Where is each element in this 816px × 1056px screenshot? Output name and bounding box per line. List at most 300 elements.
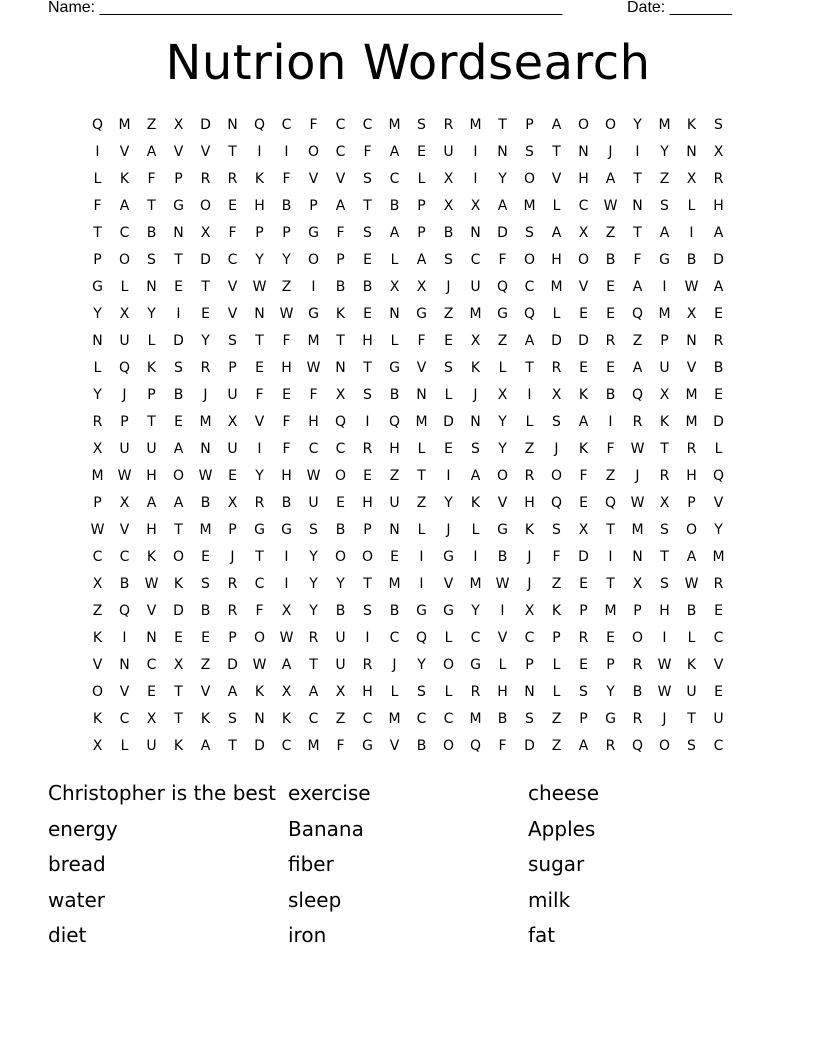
grid-letter: M	[388, 710, 401, 727]
grid-letter: K	[335, 305, 346, 322]
grid-letter: R	[605, 332, 616, 349]
grid-letter: F	[309, 116, 318, 133]
grid-letter: E	[363, 305, 372, 322]
grid-letter: P	[552, 629, 561, 646]
grid-letter: D	[173, 602, 184, 619]
grid-letter: A	[281, 656, 292, 673]
grid-letter: D	[578, 332, 589, 349]
grid-letter: S	[525, 710, 534, 727]
grid-letter: B	[146, 224, 157, 241]
grid-letter: L	[714, 440, 723, 457]
grid-letter: L	[120, 278, 129, 295]
grid-letter: H	[254, 197, 265, 214]
grid-letter: N	[254, 710, 265, 727]
grid-letter: Q	[496, 278, 509, 295]
grid-letter: F	[93, 197, 102, 214]
grid-letter: A	[686, 548, 697, 565]
grid-letter: I	[662, 278, 667, 295]
grid-letter: S	[579, 683, 588, 700]
grid-letter: B	[335, 521, 346, 538]
word-list-item: milk	[528, 887, 571, 912]
grid-letter: L	[390, 332, 399, 349]
grid-letter: X	[578, 224, 589, 241]
grid-letter: R	[227, 575, 238, 592]
grid-letter: N	[146, 278, 157, 295]
grid-letter: B	[632, 683, 643, 700]
grid-letter: P	[579, 602, 588, 619]
word-list-item: energy	[48, 816, 118, 841]
grid-letter: O	[334, 548, 347, 565]
grid-letter: R	[227, 602, 238, 619]
grid-letter: T	[606, 521, 615, 538]
grid-letter: E	[255, 359, 264, 376]
grid-letter: A	[227, 683, 238, 700]
grid-letter: V	[119, 143, 130, 160]
grid-letter: J	[527, 548, 532, 565]
grid-letter: F	[363, 143, 372, 160]
grid-letter: F	[579, 467, 588, 484]
grid-letter: D	[173, 332, 184, 349]
grid-letter: Q	[91, 116, 104, 133]
grid-letter: Z	[497, 332, 508, 349]
grid-letter: M	[199, 521, 212, 538]
grid-letter: Y	[471, 602, 480, 619]
grid-letter: T	[417, 467, 426, 484]
grid-letter: X	[389, 278, 400, 295]
word-list-item: sleep	[288, 887, 342, 912]
grid-letter: A	[632, 278, 643, 295]
grid-letter: M	[685, 413, 698, 430]
grid-letter: G	[308, 224, 319, 241]
grid-letter: Z	[551, 710, 562, 727]
grid-letter: T	[147, 197, 156, 214]
grid-letter: X	[659, 494, 670, 511]
grid-letter: Z	[632, 332, 643, 349]
grid-letter: T	[93, 224, 102, 241]
grid-letter: O	[199, 197, 212, 214]
grid-letter: T	[174, 251, 183, 268]
grid-letter: C	[713, 737, 724, 754]
grid-letter: S	[309, 521, 318, 538]
grid-letter: D	[227, 656, 238, 673]
grid-letter: L	[552, 197, 561, 214]
grid-letter: A	[200, 737, 211, 754]
grid-letter: E	[336, 494, 345, 511]
grid-letter: N	[470, 224, 481, 241]
grid-letter: A	[659, 224, 670, 241]
grid-letter: C	[524, 278, 535, 295]
grid-letter: F	[633, 251, 642, 268]
grid-letter: A	[146, 494, 157, 511]
grid-letter: I	[95, 143, 100, 160]
grid-letter: D	[497, 224, 508, 241]
grid-letter: C	[119, 224, 130, 241]
grid-letter: W	[144, 575, 159, 592]
grid-letter: Q	[118, 359, 131, 376]
grid-letter: B	[416, 737, 427, 754]
grid-letter: X	[470, 332, 481, 349]
grid-letter: G	[497, 305, 508, 322]
grid-letter: X	[335, 386, 346, 403]
grid-letter: B	[281, 494, 292, 511]
grid-letter: R	[92, 413, 103, 430]
grid-letter: J	[608, 143, 613, 160]
grid-letter: X	[470, 197, 481, 214]
grid-letter: K	[470, 359, 481, 376]
grid-letter: F	[255, 386, 264, 403]
grid-letter: C	[443, 710, 454, 727]
grid-letter: K	[92, 710, 103, 727]
grid-letter: I	[284, 143, 289, 160]
grid-letter: K	[92, 629, 103, 646]
word-list-item: Banana	[288, 816, 364, 841]
grid-letter: A	[119, 197, 130, 214]
grid-letter: T	[363, 197, 372, 214]
grid-letter: X	[659, 386, 670, 403]
grid-letter: P	[93, 251, 102, 268]
grid-letter: E	[714, 683, 723, 700]
grid-letter: X	[173, 656, 184, 673]
grid-letter: J	[446, 521, 451, 538]
grid-letter: O	[91, 683, 104, 700]
grid-letter: W	[657, 656, 672, 673]
grid-letter: A	[146, 143, 157, 160]
grid-letter: M	[631, 521, 644, 538]
grid-letter: X	[281, 602, 292, 619]
grid-letter: Z	[146, 116, 157, 133]
grid-letter: Y	[336, 575, 345, 592]
grid-letter: Z	[551, 737, 562, 754]
grid-letter: P	[93, 494, 102, 511]
grid-letter: Y	[93, 386, 102, 403]
grid-letter: I	[608, 548, 613, 565]
grid-letter: R	[470, 683, 481, 700]
grid-letter: E	[579, 305, 588, 322]
grid-letter: L	[417, 440, 426, 457]
grid-letter: V	[92, 656, 103, 673]
grid-letter: W	[306, 359, 321, 376]
grid-letter: P	[282, 224, 291, 241]
grid-letter: B	[605, 251, 616, 268]
grid-letter: L	[498, 359, 507, 376]
grid-letter: M	[91, 467, 104, 484]
grid-letter: N	[632, 197, 643, 214]
grid-letter: M	[307, 332, 320, 349]
grid-letter: C	[524, 629, 535, 646]
grid-letter: K	[470, 494, 481, 511]
grid-letter: X	[443, 170, 454, 187]
grid-letter: I	[446, 467, 451, 484]
grid-letter: V	[497, 494, 508, 511]
grid-letter: X	[146, 710, 157, 727]
grid-letter: H	[281, 467, 292, 484]
grid-letter: V	[497, 629, 508, 646]
grid-letter: D	[578, 548, 589, 565]
grid-letter: Q	[118, 602, 131, 619]
grid-letter: P	[579, 710, 588, 727]
grid-letter: C	[335, 143, 346, 160]
grid-letter: U	[659, 359, 670, 376]
grid-letter: W	[279, 305, 294, 322]
grid-letter: C	[470, 251, 481, 268]
grid-letter: W	[495, 575, 510, 592]
grid-letter: R	[713, 575, 724, 592]
grid-letter: N	[578, 143, 589, 160]
grid-letter: C	[362, 116, 373, 133]
grid-letter: N	[416, 386, 427, 403]
grid-letter: S	[660, 575, 669, 592]
grid-letter: G	[443, 548, 454, 565]
grid-letter: N	[632, 548, 643, 565]
grid-letter: E	[174, 278, 183, 295]
grid-letter: E	[444, 440, 453, 457]
grid-letter: V	[200, 143, 211, 160]
grid-letter: R	[632, 413, 643, 430]
grid-letter: K	[254, 683, 265, 700]
grid-letter: U	[227, 386, 238, 403]
grid-letter: A	[308, 683, 319, 700]
grid-letter: H	[551, 251, 562, 268]
grid-letter: L	[444, 683, 453, 700]
grid-letter: X	[200, 224, 211, 241]
grid-letter: F	[606, 440, 615, 457]
grid-letter: X	[227, 494, 238, 511]
grid-letter: C	[416, 710, 427, 727]
grid-letter: W	[306, 467, 321, 484]
grid-letter: I	[419, 548, 424, 565]
grid-letter: W	[684, 278, 699, 295]
grid-letter: E	[201, 548, 210, 565]
grid-letter: V	[173, 143, 184, 160]
grid-letter: P	[147, 386, 156, 403]
grid-letter: P	[525, 656, 534, 673]
grid-letter: I	[473, 170, 478, 187]
grid-letter: E	[714, 602, 723, 619]
grid-letter: E	[174, 413, 183, 430]
grid-letter: M	[523, 197, 536, 214]
grid-letter: Y	[93, 305, 102, 322]
word-list-item: Christopher is the best	[48, 781, 276, 805]
grid-letter: J	[203, 386, 208, 403]
grid-letter: O	[523, 251, 536, 268]
grid-letter: N	[686, 143, 697, 160]
grid-letter: S	[444, 359, 453, 376]
grid-letter: F	[255, 602, 264, 619]
grid-letter: N	[146, 629, 157, 646]
grid-letter: F	[228, 224, 237, 241]
grid-letter: N	[119, 656, 130, 673]
grid-letter: T	[687, 710, 696, 727]
grid-letter: V	[578, 278, 589, 295]
grid-letter: I	[662, 629, 667, 646]
grid-letter: D	[200, 116, 211, 133]
grid-letter: O	[172, 467, 185, 484]
grid-letter: C	[713, 629, 724, 646]
grid-letter: E	[579, 575, 588, 592]
grid-letter: Y	[147, 305, 156, 322]
grid-letter: V	[713, 656, 724, 673]
grid-letter: G	[443, 602, 454, 619]
grid-letter: I	[122, 629, 127, 646]
grid-letter: A	[713, 224, 724, 241]
grid-letter: G	[416, 305, 427, 322]
grid-letter: O	[577, 116, 590, 133]
grid-letter: Q	[631, 737, 644, 754]
grid-letter: I	[176, 305, 181, 322]
grid-letter: T	[633, 224, 642, 241]
grid-letter: D	[551, 332, 562, 349]
grid-letter: R	[686, 440, 697, 457]
grid-letter: A	[173, 494, 184, 511]
grid-letter: X	[713, 143, 724, 160]
grid-letter: I	[608, 413, 613, 430]
grid-letter: I	[419, 575, 424, 592]
grid-letter: B	[497, 710, 508, 727]
grid-letter: W	[603, 197, 618, 214]
grid-letter: Y	[633, 116, 642, 133]
grid-letter: U	[335, 656, 346, 673]
grid-letter: P	[606, 656, 615, 673]
grid-letter: K	[578, 440, 589, 457]
grid-letter: Y	[606, 683, 615, 700]
grid-letter: O	[307, 251, 320, 268]
grid-letter: I	[257, 440, 262, 457]
grid-letter: O	[550, 467, 563, 484]
grid-letter: N	[254, 305, 265, 322]
grid-letter: G	[362, 737, 373, 754]
grid-letter: H	[659, 602, 670, 619]
grid-letter: U	[119, 332, 130, 349]
grid-letter: P	[120, 413, 129, 430]
grid-letter: I	[311, 278, 316, 295]
grid-letter: Y	[309, 548, 318, 565]
grid-letter: K	[254, 170, 265, 187]
grid-letter: I	[635, 143, 640, 160]
grid-letter: K	[146, 548, 157, 565]
grid-letter: O	[442, 656, 455, 673]
grid-letter: O	[118, 251, 131, 268]
grid-letter: Q	[550, 494, 563, 511]
grid-letter: X	[416, 278, 427, 295]
grid-letter: J	[446, 278, 451, 295]
grid-letter: X	[686, 170, 697, 187]
grid-letter: F	[309, 386, 318, 403]
grid-letter: E	[606, 278, 615, 295]
grid-letter: J	[122, 386, 127, 403]
grid-letter: E	[606, 305, 615, 322]
grid-letter: K	[119, 170, 130, 187]
grid-letter: Z	[443, 305, 454, 322]
grid-letter: D	[713, 413, 724, 430]
grid-letter: L	[417, 170, 426, 187]
grid-letter: Z	[551, 575, 562, 592]
grid-letter: B	[686, 251, 697, 268]
grid-letter: R	[551, 359, 562, 376]
grid-letter: B	[335, 602, 346, 619]
grid-letter: A	[389, 143, 400, 160]
grid-letter: W	[252, 278, 267, 295]
grid-letter: Z	[335, 710, 346, 727]
grid-letter: K	[686, 116, 697, 133]
grid-letter: R	[524, 467, 535, 484]
grid-letter: D	[524, 737, 535, 754]
grid-letter: E	[606, 629, 615, 646]
grid-letter: W	[684, 575, 699, 592]
grid-letter: T	[147, 413, 156, 430]
grid-letter: F	[282, 170, 291, 187]
grid-letter: O	[172, 548, 185, 565]
grid-letter: A	[497, 197, 508, 214]
name-field-label: Name: ____________________________________________________	[48, 0, 563, 16]
grid-letter: F	[336, 737, 345, 754]
grid-letter: B	[281, 197, 292, 214]
grid-letter: A	[416, 251, 427, 268]
grid-letter: S	[417, 683, 426, 700]
grid-letter: V	[227, 278, 238, 295]
grid-letter: C	[362, 710, 373, 727]
word-list-item: fiber	[288, 852, 334, 876]
grid-letter: K	[281, 710, 292, 727]
grid-letter: F	[498, 737, 507, 754]
grid-letter: V	[551, 170, 562, 187]
grid-letter: C	[281, 116, 292, 133]
grid-letter: G	[497, 521, 508, 538]
grid-letter: S	[201, 575, 210, 592]
grid-letter: I	[365, 629, 370, 646]
grid-letter: E	[714, 386, 723, 403]
grid-letter: X	[119, 494, 130, 511]
grid-letter: J	[473, 386, 478, 403]
grid-letter: S	[363, 386, 372, 403]
grid-letter: X	[551, 386, 562, 403]
grid-letter: Y	[498, 440, 507, 457]
grid-letter: M	[307, 737, 320, 754]
grid-letter: E	[579, 359, 588, 376]
grid-letter: E	[363, 467, 372, 484]
grid-letter: W	[252, 656, 267, 673]
grid-letter: B	[119, 575, 130, 592]
grid-letter: S	[147, 251, 156, 268]
grid-letter: T	[255, 548, 264, 565]
grid-letter: G	[308, 305, 319, 322]
grid-letter: Z	[200, 656, 211, 673]
grid-letter: Y	[498, 413, 507, 430]
word-list	[48, 776, 768, 954]
grid-letter: Q	[523, 305, 536, 322]
grid-letter: R	[632, 710, 643, 727]
grid-letter: R	[200, 170, 211, 187]
grid-letter: U	[227, 440, 238, 457]
grid-letter: M	[658, 116, 671, 133]
grid-letter: Z	[605, 224, 616, 241]
grid-letter: A	[551, 224, 562, 241]
grid-letter: R	[362, 440, 373, 457]
grid-letter: C	[92, 548, 103, 565]
grid-letter: S	[687, 737, 696, 754]
word-list-item: fat	[528, 923, 556, 947]
grid-letter: N	[389, 521, 400, 538]
grid-letter: O	[361, 548, 374, 565]
grid-letter: B	[713, 359, 724, 376]
grid-letter: W	[657, 683, 672, 700]
grid-letter: M	[604, 602, 617, 619]
grid-letter: R	[362, 656, 373, 673]
grid-letter: C	[335, 116, 346, 133]
grid-letter: R	[713, 170, 724, 187]
grid-letter: W	[279, 629, 294, 646]
grid-letter: C	[578, 197, 589, 214]
grid-letter: O	[496, 467, 509, 484]
